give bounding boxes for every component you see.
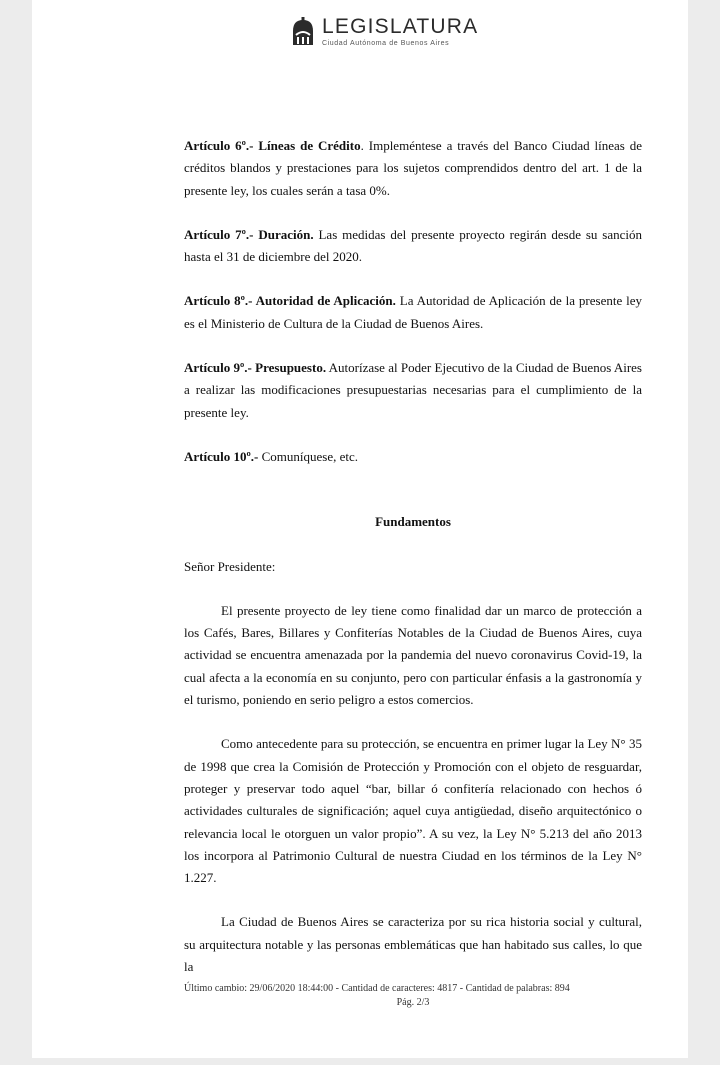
page-footer (184, 982, 642, 1010)
article-label: Artículo 10º.- (184, 448, 259, 464)
legislatura-header (290, 16, 478, 48)
fundamentos-paragraph: La Ciudad de Buenos Aires se caracteriza por su rica historia social y cultural, su arquitectura notable y las personas emblemáticas que han habitado sus calles, lo que la (184, 914, 642, 975)
article-9 (184, 357, 642, 424)
logo-title: LEGISLATURA (322, 15, 479, 38)
article-7 (184, 224, 642, 269)
heading-text: Fundamentos (375, 514, 451, 530)
salutation: Señor Presidente: (184, 558, 276, 574)
article-text: Comuníquese, etc. (258, 448, 358, 464)
article-text: La Autoridad de Aplicación de la presente ley es el Ministerio de Cultura de la Ciudad de Buenos Aires. (184, 293, 642, 331)
article-6 (184, 135, 642, 202)
article-10 (184, 446, 642, 468)
article-label: Artículo 8º.- Autoridad de Aplicación. (184, 293, 396, 309)
article-8 (184, 290, 642, 335)
fundamentos-paragraph: El presente proyecto de ley tiene como finalidad dar un marco de protección a los Cafés, Bares, Billares y Confiterías Notables de la Ciudad de Buenos Aires, cuya actividad se encuentra amenazada por la pandemia del nuevo coronavirus Covid-19, la cual afecta a la economía en su conjunto, pero con particular énfasis a la gastronomía y el turismo, poniendo en serio peligro a estos comercios. (184, 602, 642, 708)
footer-meta: Último cambio: 29/06/2020 18:44:00 - Cantidad de caracteres: 4817 - Cantidad de palabras: 894 (184, 983, 570, 994)
page-number: Pág. 2/3 (396, 997, 430, 1008)
article-text: Las medidas del presente proyecto regirán desde su sanción hasta el 31 de diciembre del 2020. (184, 226, 642, 265)
legislature-building-icon (290, 17, 316, 47)
fundamentos-paragraph: Como antecedente para su protección, se encuentra en primer lugar la Ley N° 35 de 1998 que crea la Comisión de Protección y Promoción con el objeto de resguardar, proteger y preservar todo aquel “bar, billar ó confitería relacionado con hechos ó actividades culturales de significación; aquel cuya antigüedad, diseño arquitectónico o relevancia local le otorguen un valor propio”. A su vez, la Ley N° 5.213 del año 2013 los incorpora al Patrimonio Cultural de nuestra Ciudad en los términos de la Ley N° 1.227. (184, 736, 642, 886)
document-body (184, 135, 642, 1000)
article-label: Artículo 7º.- Duración. (184, 226, 314, 242)
article-text: . Impleméntese a través del Banco Ciudad líneas de créditos blandos y prestaciones para los sujetos comprendidos dentro del art. 1 de la presente ley, los cuales serán a tasa 0%. (184, 138, 642, 198)
fundamentos-heading (184, 511, 642, 533)
logo-text (322, 16, 478, 48)
logo-subtitle: Ciudad Autónoma de Buenos Aires (322, 40, 450, 47)
article-label: Artículo 9º.- Presupuesto. (184, 360, 327, 376)
article-text: Autorízase al Poder Ejecutivo de la Ciudad de Buenos Aires a realizar las modificaciones presupuestarias necesarias para el cumplimiento de la presente ley. (184, 360, 642, 420)
article-label: Artículo 6º.- Líneas de Crédito (184, 138, 361, 153)
document-page (32, 0, 688, 1058)
